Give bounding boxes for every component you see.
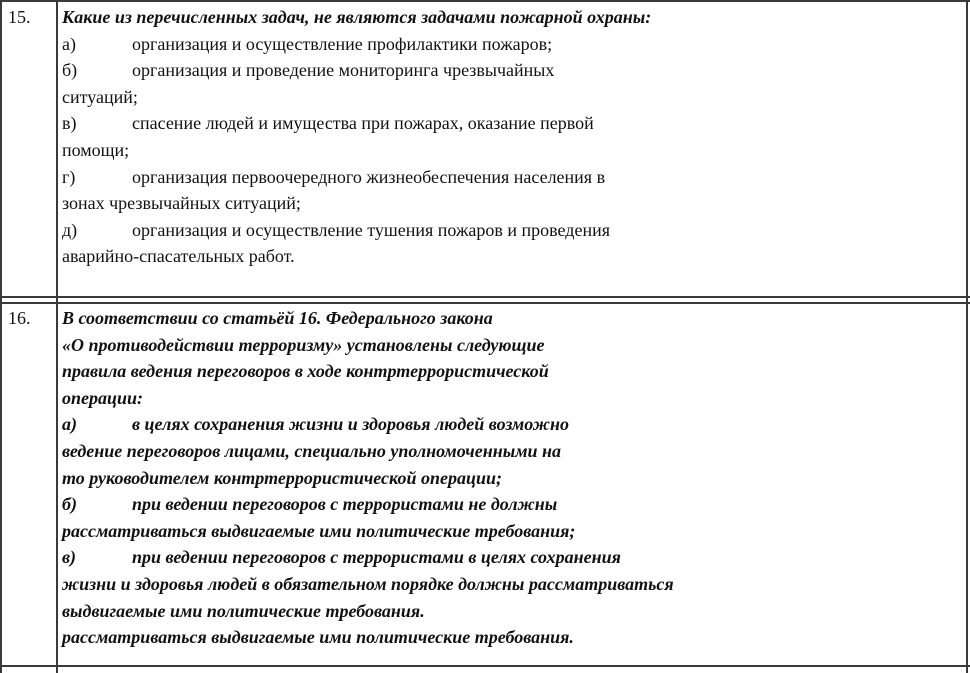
answer-option	[62, 57, 962, 84]
option-text: при ведении переговоров с террористами в целях сохранения	[132, 547, 621, 568]
option-continuation: то руководителем контртеррористической операции;	[62, 467, 502, 488]
option-marker: а)	[62, 33, 76, 54]
option-marker: д)	[62, 219, 78, 240]
option-continuation: ведение переговоров лицами, специально уполномоченными на	[62, 440, 562, 461]
answer-option	[62, 491, 962, 518]
table-row-divider	[0, 302, 970, 304]
option-continuation: аварийно-спасательных работ.	[62, 246, 295, 267]
question-15-text	[62, 4, 962, 270]
question-prompt: В соответствии со статьёй 16. Федерального закона	[62, 308, 493, 328]
table-column-divider	[56, 0, 58, 673]
table-border-bottom	[0, 665, 970, 667]
option-marker: в)	[62, 113, 77, 134]
option-continuation: ситуаций;	[62, 86, 138, 107]
option-continuation: рассматриваться выдвигаемые ими политические требования;	[62, 520, 576, 541]
option-text: организация и проведение мониторинга чрезвычайных	[132, 60, 555, 81]
option-marker: б)	[62, 494, 77, 515]
option-continuation: зонах чрезвычайных ситуаций;	[62, 193, 301, 214]
option-text: организация первоочередного жизнеобеспечения населения в	[132, 166, 606, 187]
option-text: организация и осуществление профилактики пожаров;	[132, 33, 553, 54]
option-marker: а)	[62, 414, 77, 435]
table-border-top	[0, 0, 970, 2]
question-prompt: Какие из перечисленных задач, не являются задачами пожарной охраны:	[62, 7, 652, 27]
option-marker: г)	[62, 166, 76, 187]
answer-option	[62, 217, 962, 244]
option-marker: в)	[62, 547, 77, 568]
question-prompt: «О противодействии терроризму» установлены следующие	[62, 334, 545, 355]
table-row-divider	[0, 296, 970, 298]
option-text: спасение людей и имущества при пожарах, оказание первой	[132, 113, 594, 134]
question-number: 15.	[8, 7, 31, 27]
table-border-left	[0, 0, 2, 673]
option-marker: б)	[62, 60, 78, 81]
option-text: в целях сохранения жизни и здоровья людей возможно	[132, 414, 569, 435]
option-continuation: выдвигаемые ими политические требования.	[62, 600, 425, 621]
table-border-right	[966, 0, 968, 673]
answer-option	[62, 110, 962, 137]
option-continuation: жизни и здоровья людей в обязательном порядке должны рассматриваться	[62, 573, 674, 594]
question-prompt: правила ведения переговоров в ходе контртеррористической	[62, 361, 549, 382]
answer-option	[62, 544, 962, 571]
option-text: организация и осуществление тушения пожаров и проведения	[132, 219, 610, 240]
answer-option	[62, 164, 962, 191]
answer-option	[62, 31, 962, 58]
question-prompt: операции:	[62, 387, 144, 408]
question-number: 16.	[8, 308, 31, 328]
option-continuation: помощи;	[62, 139, 130, 160]
option-continuation: рассматриваться выдвигаемые ими политические требования.	[62, 627, 574, 648]
answer-option	[62, 411, 962, 438]
option-text: при ведении переговоров с террористами не должны	[132, 494, 558, 515]
question-16-text	[62, 305, 962, 651]
